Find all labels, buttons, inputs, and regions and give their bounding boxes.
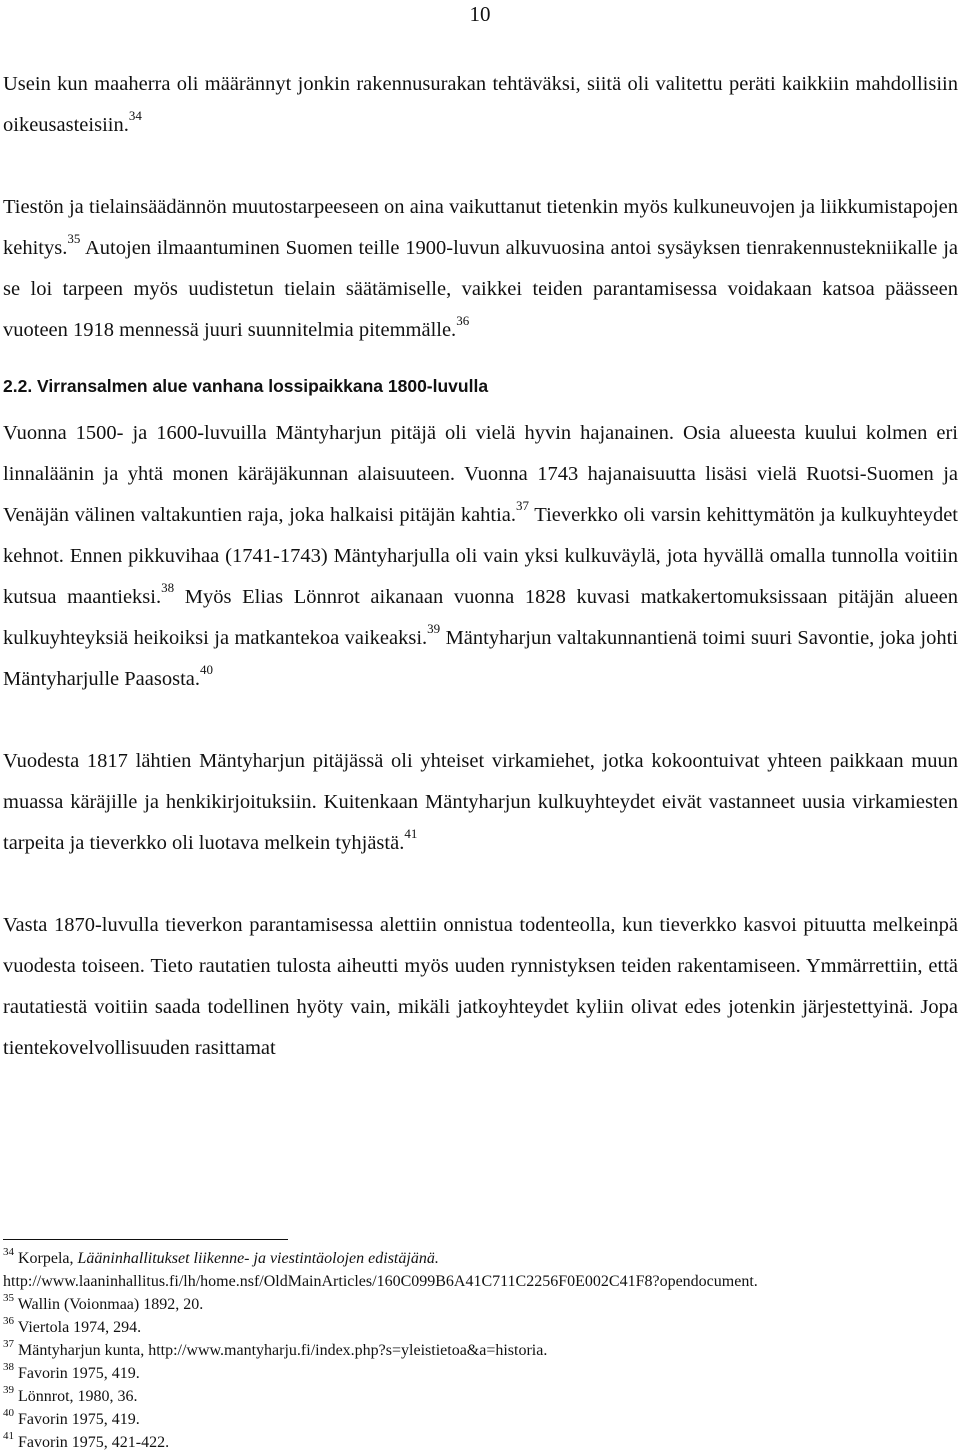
footnote-author: Korpela, <box>18 1250 78 1267</box>
paragraph-text: Tieverkko oli varsin kehittymätön ja kulkuyhteydet kehnot. Ennen pikkuvihaa (1741-1743) Mäntyharjulla oli vain yksi kulkuväylä, jota hyvällä omalla tunnolla voitiin kutsua maantieksi. <box>3 504 959 608</box>
paragraph-4 <box>3 741 958 864</box>
footnote-text: Wallin (Voionmaa) 1892, 20. <box>17 1296 204 1313</box>
footnote-ref: 38 <box>161 580 175 596</box>
paragraph-text: Tiestön ja tielainsäädännön muutostarpeeseen on aina vaikuttanut tietenkin myös kulkuneuvojen ja liikkumistapojen kehitys. <box>3 196 958 259</box>
paragraph-2 <box>3 187 958 351</box>
paragraph-text: Autojen ilmaantuminen Suomen teille 1900-luvun alkuvuosina antoi sysäyksen tienrakennustekniikalle ja se loi tarpeen myös uudistetun tielain säätämiselle, vaikkei teiden parantamisessa voidakaan katsoa päässeen vuoteen 1918 mennessä juuri suunnitelmia pitemmälle. <box>3 237 958 341</box>
footnote-40 <box>3 1408 958 1431</box>
footnote-34 <box>3 1247 958 1270</box>
paragraph-3 <box>3 413 958 700</box>
footnote-ref: 35 <box>67 231 81 247</box>
footnote-number: 40 <box>3 1406 14 1419</box>
paragraph-1 <box>3 64 958 146</box>
footnote-separator <box>3 1239 288 1240</box>
footnote-number: 38 <box>3 1360 14 1373</box>
footnote-number: 37 <box>3 1337 14 1350</box>
footnote-37 <box>3 1339 958 1362</box>
footnote-ref: 39 <box>427 621 441 637</box>
footnote-text: Mäntyharjun kunta, http://www.mantyharju.fi/index.php?s=yleistietoa&a=historia. <box>18 1342 548 1359</box>
paragraph-text: Myös Elias Lönnrot aikanaan vuonna 1828 kuvasi matkakertomuksissaan pitäjän alueen kulkuyhteyksiä heikoiksi ja matkantekoa vaikeaksi. <box>3 586 958 649</box>
section-heading: 2.2. Virransalmen alue vanhana lossipaikkana 1800-luvulla <box>3 376 489 396</box>
paragraph-text: Vuonna 1500- ja 1600-luvuilla Mäntyharjun pitäjä oli vielä hyvin hajanainen. Osia alueesta kuului kolmen eri linnaläänin ja yhtä monen käräjäkunnan alaisuuteen. Vuonna 1743 hajanaisuutta lisäsi vielä Ruotsi-Suomen ja Venäjän välinen valtakuntien raja, joka halkaisi pitäjän kahtia. <box>3 422 958 526</box>
paragraph-text: Mäntyharjun valtakunnantienä toimi suuri Savontie, joka johti Mäntyharjulle Paasosta. <box>3 627 958 690</box>
body-text <box>3 64 958 1069</box>
footnote-number: 39 <box>3 1383 14 1396</box>
footnote-number: 41 <box>3 1429 14 1442</box>
footnote-text: Favorin 1975, 419. <box>18 1411 140 1428</box>
footnote-ref: 34 <box>128 108 142 124</box>
footnote-41 <box>3 1431 958 1454</box>
paragraph-5 <box>3 905 958 1069</box>
footnote-title: Lääninhallitukset liikenne- ja viestintäolojen edistäjänä. <box>77 1250 439 1267</box>
paragraph-text: Usein kun maaherra oli määrännyt jonkin rakennusurakan tehtäväksi, siitä oli valitettu peräti kaikkiin mahdollisiin oikeusasteisiin. <box>3 73 958 136</box>
page-number: 10 <box>469 2 491 26</box>
footnote-text: Lönnrot, 1980, 36. <box>18 1388 138 1405</box>
paragraph-text: Vuodesta 1817 lähtien Mäntyharjun pitäjässä oli yhteiset virkamiehet, jotka kokoontuivat yhteen paikkaan muun muassa käräjille ja henkikirjoituksiin. Kuitenkaan Mäntyharjun kulkuyhteydet eivät vastanneet uusia virkamiesten tarpeita ja tieverkko oli luotava melkein tyhjästä. <box>3 750 958 854</box>
footnote-text: Favorin 1975, 421-422. <box>18 1434 170 1451</box>
footnote-number: 36 <box>3 1314 14 1327</box>
footnote-number: 35 <box>3 1291 14 1304</box>
footnote-38 <box>3 1362 958 1385</box>
footnote-ref: 40 <box>199 662 213 678</box>
footnote-34-url: http://www.laaninhallitus.fi/lh/home.nsf/OldMainArticles/160C099B6A41C711C2256F0E002C41F8?opendocument. <box>3 1273 758 1290</box>
footnote-text: Viertola 1974, 294. <box>17 1319 142 1336</box>
footnotes <box>3 1247 958 1454</box>
footnote-36 <box>3 1316 958 1339</box>
footnote-ref: 36 <box>456 313 470 329</box>
footnote-text: Favorin 1975, 419. <box>18 1365 140 1382</box>
footnote-39 <box>3 1385 958 1408</box>
footnote-number: 34 <box>3 1245 14 1258</box>
footnote-ref: 37 <box>516 498 530 514</box>
paragraph-text: Vasta 1870-luvulla tieverkon parantamisessa alettiin onnistua todenteolla, kun tieverkko kasvoi pituutta melkeinpä vuodesta toiseen. Tieto rautatien tulosta aiheutti myös uuden rynnistyksen teiden rakentamiseen. Ymmärrettiin, että rautatiestä voitiin saada todellinen hyöty vain, mikäli jatkoyhteydet kyliin olivat edes jotenkin järjestettyinä. Jopa tientekovelvollisuuden rasittamat <box>3 914 958 1059</box>
footnote-35 <box>3 1293 958 1316</box>
footnote-ref: 41 <box>404 826 418 842</box>
